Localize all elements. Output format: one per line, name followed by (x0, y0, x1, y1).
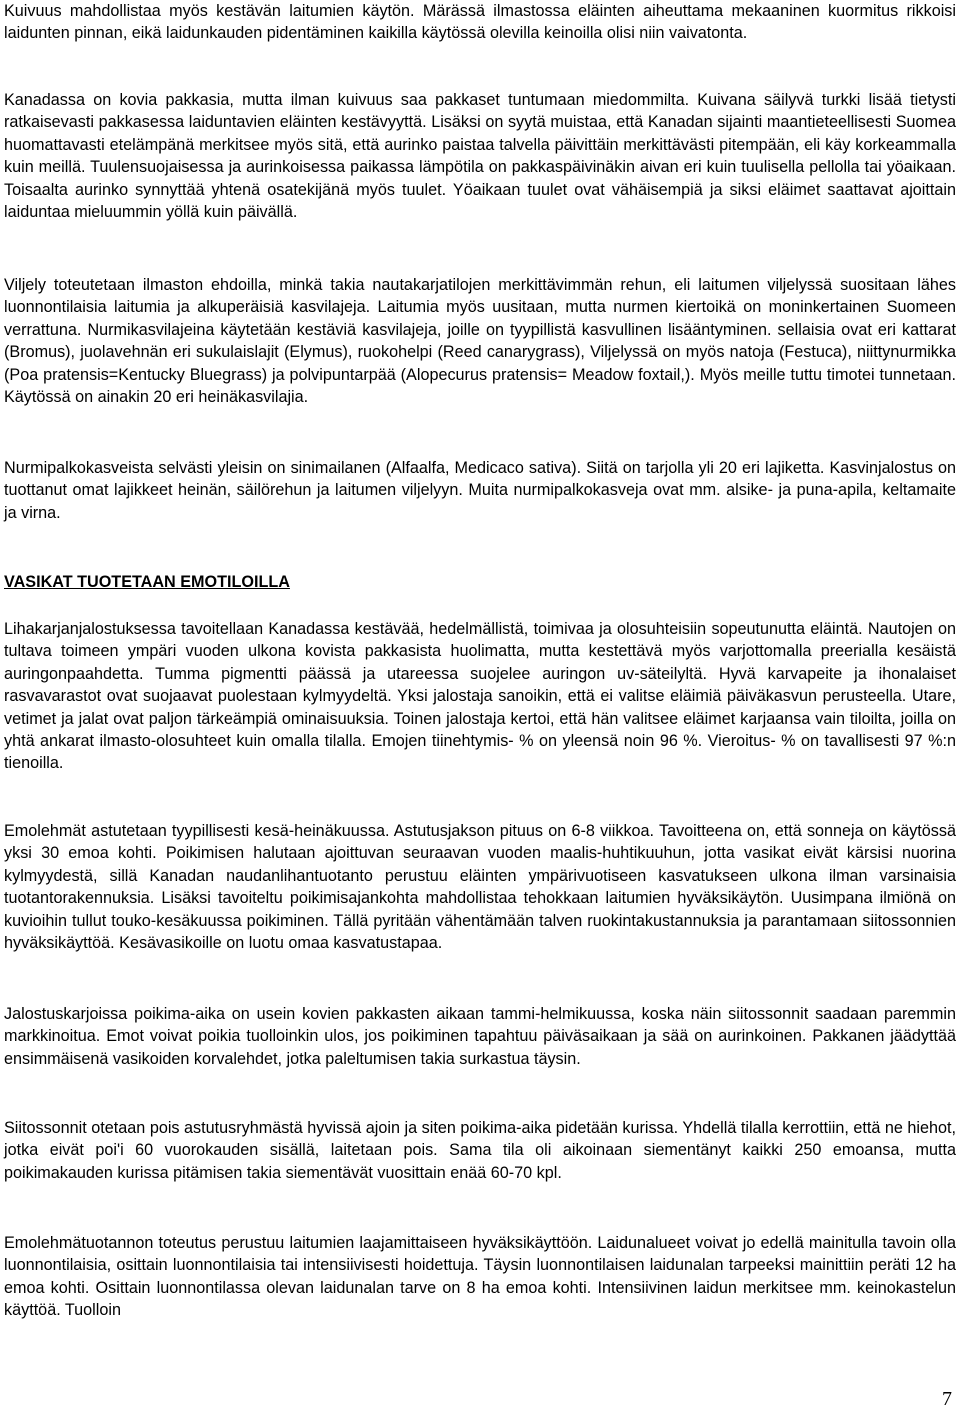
page-number: 7 (942, 1388, 952, 1410)
paragraph-legumes: Nurmipalkokasveista selvästi yleisin on sinimailanen (Alfaalfa, Medicaco sativa). Siitä on tarjolla yli 20 eri lajiketta. Kasvinjalostus on tuottanut omat lajikkeet heinän, säilörehun ja laitumen viljelyyn. Muita nurmipalkokasveja ovat mm. alsike- ja puna-apila, keltamaite ja virna. (4, 459, 956, 522)
paragraph-mating: Emolehmät astutetaan tyypillisesti kesä-heinäkuussa. Astutusjakson pituus on 6-8 viikkoa. Tavoitteena on, että sonneja on käytössä yksi 30 emoa kohti. Poikimisen halutaan ajoittuvan seuraavan vuoden maalis-huhtikuuhun, jotta vasikat eivät kärsisi nuorina kylmyydestä, sillä Kanadan naudanlihantuotanto perustuu eläinten ympärivuotiseen kasvatukseen ulkona ilman varsinaisia tuotantorakennuksia. Lisäksi tavoiteltu poikimisajankohta mahdollistaa tehokkaan laitumien hyväksikäytön. Uusimpana ilmiönä on kuvioihin tullut touko-kesäkuussa poikiminen. Tällä pyritään vähentämään talven ruokintakustannuksia ja parantamaan siitossonnien hyväksikäyttöä. Kesävasikoille on luotu omaa kasvatustapaa. (4, 822, 956, 953)
paragraph-calving: Jalostuskarjoissa poikima-aika on usein kovien pakkasten aikaan tammi-helmikuussa, koska näin siitossonnit saadaan paremmin markkinoitua. Emot voivat poikia tuolloinkin ulos, jos poikiminen tapahtuu päiväsaikaan ja sää on aurinkoinen. Pakkanen jäädyttää ensimmäisenä vasikoiden korvalehdet, jotka paleltumisen takia surkastua täysin. (4, 1005, 956, 1068)
paragraph-pastures: Emolehmätuotannon toteutus perustuu laitumien laajamittaiseen hyväksikäyttöön. Laidunalueet voivat jo edellä mainitulla tavoin olla luonnontilaisia, osittain luonnontilaisia tai intensiivisesti hoidettuja. Täysin luonnontilaisen laidunalan tarpeeksi mainittiin peräti 12 ha emoa kohti. Osittain luonnontilassa olevan laidunalan tarve on 8 ha emoa kohti. Intensiivinen laidun merkitsee mm. keinokastelun käyttöä. Tuolloin (4, 1234, 956, 1320)
paragraph-frost: Kanadassa on kovia pakkasia, mutta ilman kuivuus saa pakkaset tuntumaan miedommilta. Kuivana säilyvä turkki lisää tietysti ratkaisevasti pakkasessa laiduntavien eläinten kestävyyttä. Lisäksi on syytä muistaa, että Kanadan sijainti maantieteellisesti Suomea huomattavasti etelämpänä merkitsee myös sitä, että aurinko paistaa talvella päivittäin merkittävästi pitempään, eli käy korkeammalla kuin meillä. Tuulensuojaisessa ja aurinkoisessa paikassa lämpötila on pakkaspäivinäkin aivan eri kuin tuulisella pellolla tai yöaikaan. Toisaalta aurinko synnyttää yhtenä osatekijänä myös tuulet. Yöaikaan tuulet ovat vähäisempiä ja siksi eläimet saattavat ajoittain laiduntaa mieluummin yöllä kuin päivällä. (4, 91, 956, 222)
section-heading: VASIKAT TUOTETAAN EMOTILOILLA (4, 573, 290, 591)
paragraph-breeding: Lihakarjanjalostuksessa tavoitellaan Kanadassa kestävää, hedelmällistä, toimivaa ja olosuhteisiin sopeutunutta eläintä. Nautojen on tultava toimeen ympäri vuoden ulkona kovista pakkasista huolimatta, mutta kestettävä myös varjottomalla preerialla kesäistä auringonpaahdetta. Tumma pigmentti päässä ja utareessa suojelee auringon uv-säteilyltä. Hyvä karvapeite ja ihonalaiset rasvavarastot ovat suojaavat puolestaan kylmyydeltä. Yksi jalostaja sanoikin, että ei valitse eläimiä päiväkasvun perusteella. Utare, vetimet ja jalat ovat paljon tärkeämpiä ominaisuuksia. Toinen jalostaja kertoi, että hän valitsee eläimet karjaansa vain tiloilta, joilla on yhtä ankarat ilmasto-olosuhteet kuin omalla tilalla. Emojen tiinehtymis- % on yleensä noin 96 %. Vieroitus- % on tavallisesti 97 %:n tienoilla. (4, 620, 956, 773)
paragraph-bulls: Siitossonnit otetaan pois astutusryhmästä hyvissä ajoin ja siten poikima-aika pidetään kurissa. Yhdellä tilalla kerrottiin, että ne hiehot, jotka eivät poi'i 60 vuorokauden sisällä, laitetaan pois. Sama tila oli aikoinaan siementänyt kaikki 250 emoansa, mutta poikimakauden kurissa pitämisen takia siementävät vuosittain enää 60-70 kpl. (4, 1119, 956, 1182)
paragraph-drought: Kuivuus mahdollistaa myös kestävän laitumien käytön. Märässä ilmastossa eläinten aiheuttama mekaaninen kuormitus rikkoisi laidunten pinnan, eikä laidunkauden pidentäminen kaikilla käytössä olevilla keinoilla olisi niin vaivatonta. (4, 2, 956, 43)
paragraph-cultivation: Viljely toteutetaan ilmaston ehdoilla, minkä takia nautakarjatilojen merkittävimmän rehun, eli laitumen viljelyssä suositaan lähes luonnontilaisia laitumia ja alkuperäisiä kasvilajeja. Laitumia myös uusitaan, mutta nurmen kiertoikä on moninkertainen Suomeen verrattuna. Nurmikasvilajeina käytetään kestäviä kasvilajeja, joille on tyypillistä kasvullinen lisääntyminen. sellaisia ovat eri kattarat (Bromus), juolavehnän eri sukulaislajit (Elymus), ruokohelpi (Reed canarygrass), Viljelyssä on myös natoja (Festuca), niittynurmikka (Poa pratensis=Kentucky Bluegrass) ja polvipuntarpää (Alopecurus pratensis= Meadow foxtail,). Myös meille tuttu timotei tunnetaan. Käytössä on ainakin 20 eri heinäkasvilajia. (4, 276, 956, 407)
